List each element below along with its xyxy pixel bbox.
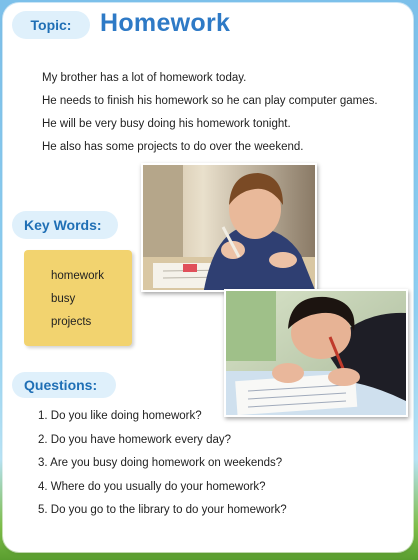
key-word: projects	[51, 316, 92, 328]
key-word: busy	[51, 293, 76, 305]
question-item: 5. Do you go to the library to do your homework?	[38, 504, 287, 516]
passage-line: He also has some projects to do over the weekend.	[42, 141, 304, 153]
passage-line: He needs to finish his homework so he can play computer games.	[42, 95, 378, 107]
page-title: Homework	[100, 9, 231, 37]
passage-line: He will be very busy doing his homework tonight.	[42, 118, 291, 130]
key-word: homework	[51, 270, 105, 282]
questions-label: Questions:	[12, 372, 116, 398]
boy-writing-photo	[141, 163, 317, 292]
boy-studying-photo	[224, 289, 408, 417]
question-item: 4. Where do you usually do your homework?	[38, 480, 266, 493]
question-item: 2. Do you have homework every day?	[38, 433, 232, 446]
question-item: 1. Do you like doing homework?	[38, 410, 202, 422]
key-words-label: Key Words:	[12, 211, 118, 239]
topic-label: Topic:	[12, 11, 90, 39]
questions-list	[38, 408, 287, 526]
question-item: 3. Are you busy doing homework on weekends?	[38, 457, 283, 469]
key-words-box	[24, 250, 132, 346]
reading-passage	[42, 70, 378, 162]
passage-line: My brother has a lot of homework today.	[42, 72, 247, 84]
